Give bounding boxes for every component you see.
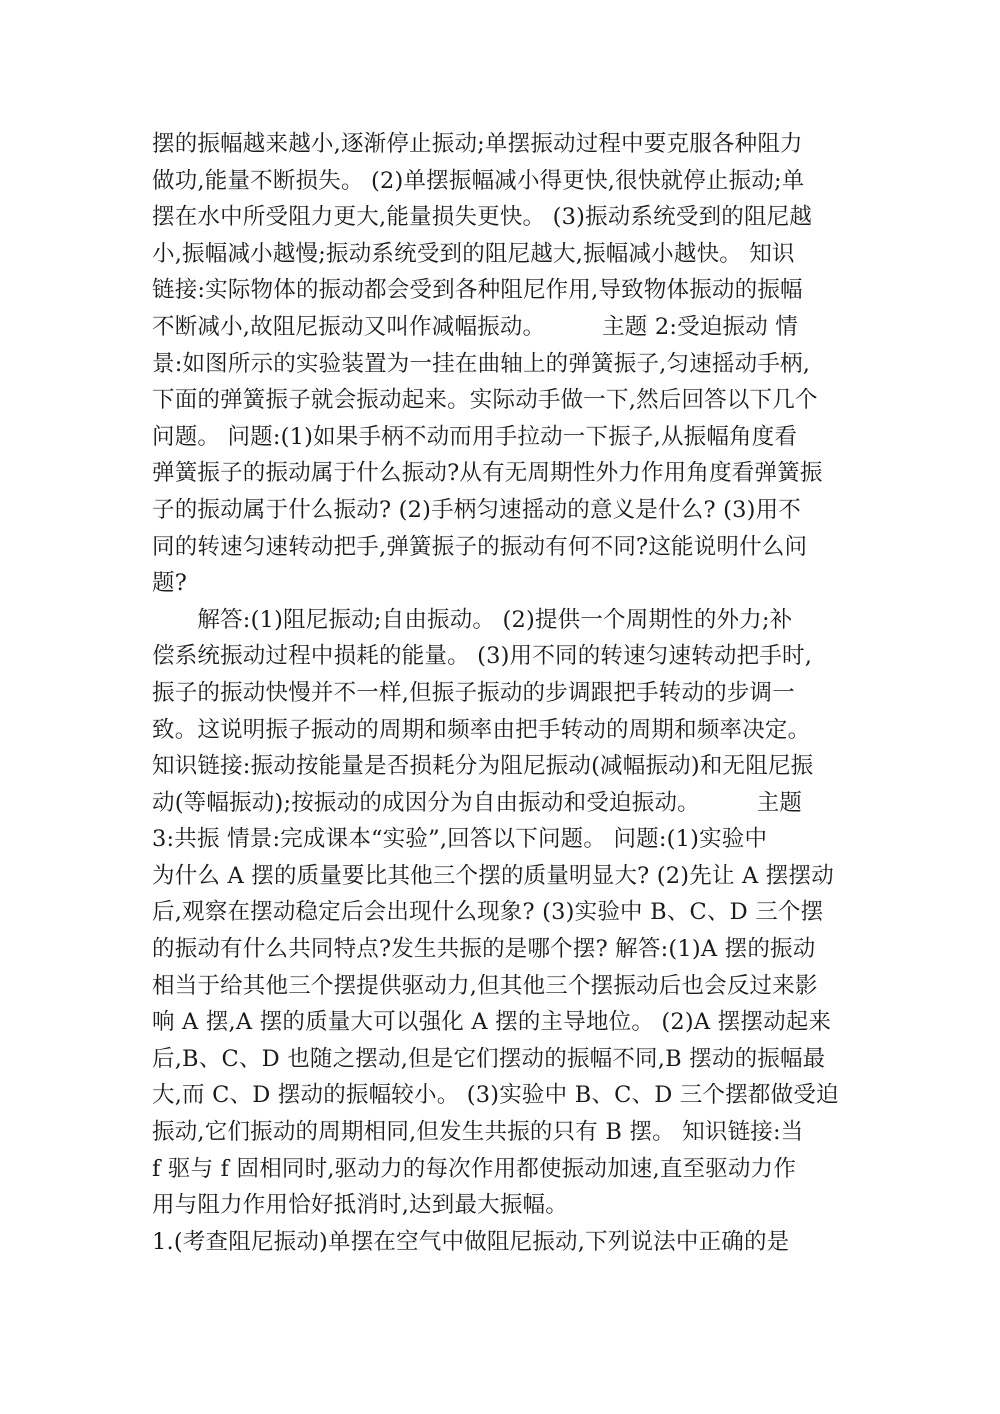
text-line: 问题。 问题:(1)如果手柄不动而用手拉动一下振子,从振幅角度看 <box>152 423 798 450</box>
text-line: 题? <box>152 570 187 597</box>
exercise-question-1 <box>152 1224 852 1261</box>
text-line: 知识链接:振动按能量是否损耗分为阻尼振动(减幅振动)和无阻尼振 <box>152 753 814 780</box>
text-line: 弹簧振子的振动属于什么振动?从有无周期性外力作用角度看弹簧振 <box>152 460 823 487</box>
text-line: 振动,它们振动的周期相同,但发生共振的只有 B 摆。 知识链接:当 <box>152 1119 804 1146</box>
text-line: 做功,能量不断损失。 (2)单摆振幅减小得更快,很快就停止振动;单 <box>152 167 805 194</box>
text-line: 响 A 摆,A 摆的质量大可以强化 A 摆的主导地位。 (2)A 摆摆动起来 <box>152 1009 832 1036</box>
text-line: 小,振幅减小越慢;振动系统受到的阻尼越大,振幅减小越快。 知识 <box>152 240 795 267</box>
text-line: 景:如图所示的实验装置为一挂在曲轴上的弹簧振子,匀速摇动手柄, <box>152 350 811 377</box>
text-line: 下面的弹簧振子就会振动起来。实际动手做一下,然后回答以下几个 <box>152 387 818 414</box>
text-line: 的振动有什么共同特点?发生共振的是哪个摆? 解答:(1)A 摆的振动 <box>152 936 816 963</box>
text-line: 摆的振幅越来越小,逐渐停止振动;单摆振动过程中要克服各种阻力 <box>152 131 803 157</box>
text-line: 链接:实际物体的振动都会受到各种阻尼作用,导致物体振动的振幅 <box>152 277 803 304</box>
text-line: 振子的振动快慢并不一样,但振子振动的步调跟把手转动的步调一 <box>152 679 795 706</box>
paragraph-topic1-answer-continued <box>152 126 852 602</box>
text-line: 后,B、C、D 也随之摆动,但是它们摆动的振幅不同,B 摆动的振幅最 <box>152 1045 826 1072</box>
text-line: 为什么 A 摆的质量要比其他三个摆的质量明显大? (2)先让 A 摆摆动 <box>152 862 834 889</box>
text-line: 不断减小,故阻尼振动又叫作减幅振动。 主题 2:受迫振动 情 <box>152 313 799 340</box>
text-line: 3:共振 情景:完成课本“实验”,回答以下问题。 问题:(1)实验中 <box>152 826 768 853</box>
text-line: 同的转速匀速转动把手,弹簧振子的振动有何不同?这能说明什么问 <box>152 533 808 560</box>
text-line: 大,而 C、D 摆动的振幅较小。 (3)实验中 B、C、D 三个摆都做受迫 <box>152 1082 839 1109</box>
text-line: 用与阻力作用恰好抵消时,达到最大振幅。 <box>152 1192 568 1219</box>
text-line: f 驱与 f 固相同时,驱动力的每次作用都使振动加速,直至驱动力作 <box>152 1155 797 1182</box>
text-line: 解答:(1)阻尼振动;自由振动。 (2)提供一个周期性的外力;补 <box>152 606 793 633</box>
text-line: 1.(考查阻尼振动)单摆在空气中做阻尼振动,下列说法中正确的是 <box>152 1228 790 1255</box>
paragraph-topic2-answer <box>152 602 852 1224</box>
text-line: 相当于给其他三个摆提供驱动力,但其他三个摆振动后也会反过来影 <box>152 972 818 999</box>
text-line: 偿系统振动过程中损耗的能量。 (3)用不同的转速匀速转动把手时, <box>152 643 813 670</box>
document-page <box>152 126 852 1260</box>
text-line: 摆在水中所受阻力更大,能量损失更快。 (3)振动系统受到的阻尼越 <box>152 204 813 231</box>
text-line: 子的振动属于什么振动? (2)手柄匀速摇动的意义是什么? (3)用不 <box>152 496 801 523</box>
text-line: 动(等幅振动);按振动的成因分为自由振动和受迫振动。 主题 <box>152 789 803 816</box>
text-line: 后,观察在摆动稳定后会出现什么现象? (3)实验中 B、C、D 三个摆 <box>152 899 824 926</box>
text-line: 致。这说明振子振动的周期和频率由把手转动的周期和频率决定。 <box>152 716 811 743</box>
